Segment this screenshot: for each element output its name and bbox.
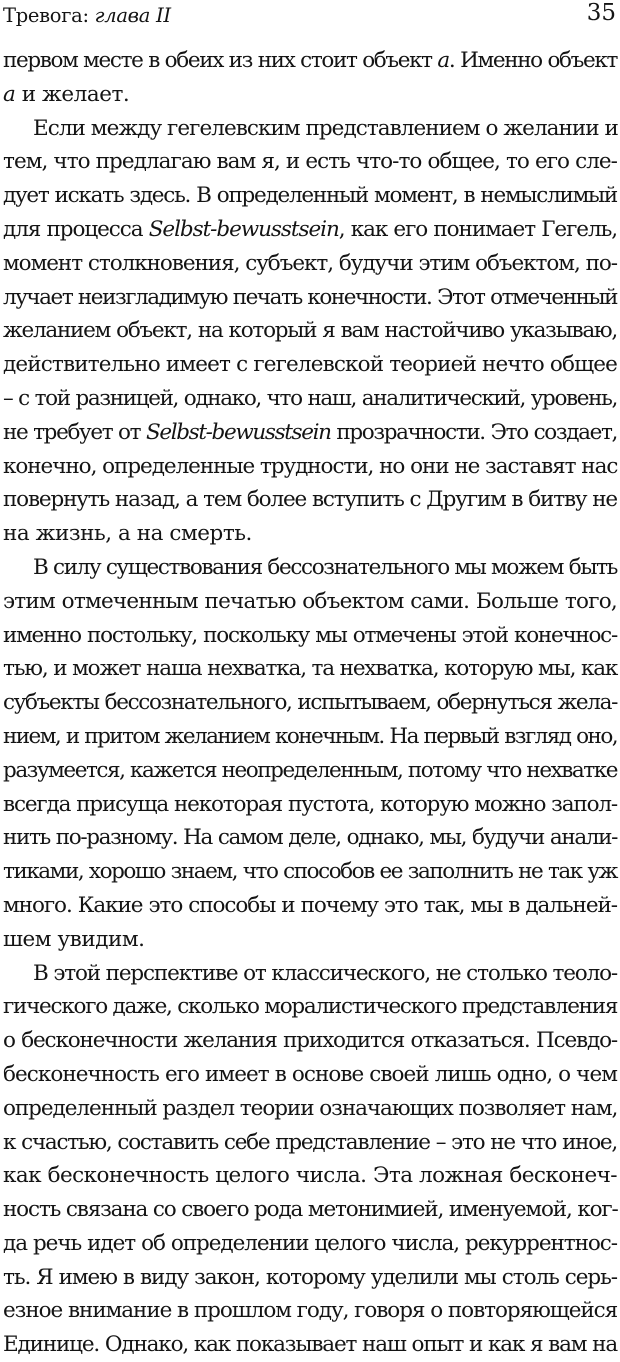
emphasis: Selbst-bewusstsein [145, 419, 331, 445]
text-line: как бесконечность целого числа. Эта ложная бесконеч- [3, 1163, 617, 1189]
paragraph-start-line: Если между гегелевским представлением о желании и [33, 115, 618, 141]
text-line: тью, и может наша нехватка, та нехватка, которую мы, как [3, 656, 618, 682]
emphasis: a [3, 81, 16, 107]
text-line: ть. Я имею в виду закон, которому уделили мы столь серь- [3, 1264, 617, 1290]
text-line: Единице. Однако, как показывает наш опыт и как я вам на [3, 1332, 617, 1358]
text-line: этим отмеченным печатью объектом сами. Больше того, [3, 588, 617, 614]
page-number: 35 [586, 0, 616, 26]
text-line: действительно имеет с гегелевской теорией нечто общее [3, 352, 617, 378]
text-line: именно постольку, поскольку мы отмечены этой конечнос- [3, 622, 617, 648]
text-line: много. Какие это способы и почему это так, мы в дальней- [3, 892, 617, 918]
text-line: дует искать здесь. В определенный момент, в немыслимый [3, 183, 617, 209]
text-line: да речь идет об определении целого числа, рекуррентнос- [3, 1230, 617, 1256]
book-title: Тревога: [3, 4, 89, 27]
text-line: езное внимание в прошлом году, говоря о повторяющейся [3, 1298, 618, 1324]
body-text [3, 44, 617, 1362]
text-line: нием, и притом желанием конечным. На первый взгляд оно, [3, 723, 617, 749]
text-line: ность связана со своего рода метонимией, именуемой, ког- [3, 1197, 618, 1223]
emphasis: a [437, 48, 449, 73]
text-line: тем, что предлагаю вам я, и есть что-то общее, то его сле- [3, 149, 617, 175]
paragraph-start-line: В силу существования бессознательного мы можем быть [33, 554, 617, 580]
text-line: первом месте в обеих из них стоит объект a. Именно объект [3, 48, 617, 73]
chapter-label: глава II [94, 4, 171, 27]
text-line: повернуть назад, а тем более вступить с Другим в битву не [3, 487, 617, 513]
running-header [0, 0, 620, 36]
paragraph-start-line: В этой перспективе от классического, не столько теоло- [33, 960, 617, 986]
text-line: нить по-разному. На самом деле, однако, мы, будучи анали- [3, 825, 617, 851]
emphasis: Selbst-bewusstsein [148, 216, 339, 242]
text-line: желанием объект, на который я вам настойчиво указываю, [3, 318, 617, 344]
text-line: конечно, определенные трудности, но они не заставят нас [3, 453, 618, 479]
text-line: гического даже, сколько моралистического представления [3, 994, 618, 1020]
text-line: тиками, хорошо знаем, что способов ее заполнить не так уж [3, 859, 617, 885]
text-line: определенный раздел теории означающих позволяет нам, [3, 1095, 618, 1121]
text-line: бесконечность его имеет в основе своей лишь одно, о чем [3, 1061, 617, 1087]
text-line: о бесконечности желания приходится отказаться. Псевдо- [3, 1028, 617, 1054]
text-line: a и желает. [3, 81, 130, 107]
text-line: – с той разницей, однако, что наш, аналитический, уровень, [3, 385, 617, 411]
text-line: к счастью, составить себе представление – это не что иное, [3, 1129, 617, 1155]
text-line: не требует от Selbst-bewusstsein прозрачности. Это создает, [3, 419, 617, 445]
text-line: лучает неизгладимую печать конечности. Этот отмеченный [3, 284, 617, 310]
text-line: всегда присуща некоторая пустота, которую можно запол- [3, 791, 617, 817]
text-line: для процесса Selbst-bewusstsein, как его понимает Гегель, [3, 216, 618, 242]
text-line: момент столкновения, субъект, будучи этим объектом, по- [3, 250, 617, 276]
text-line: шем увидим. [3, 926, 145, 952]
running-title [3, 4, 171, 27]
text-line: субъекты бессознательного, испытываем, обернуться жела- [3, 690, 617, 716]
text-line: разумеется, кажется неопределенным, потому что нехватке [3, 757, 617, 783]
text-line: на жизнь, а на смерть. [3, 521, 252, 547]
